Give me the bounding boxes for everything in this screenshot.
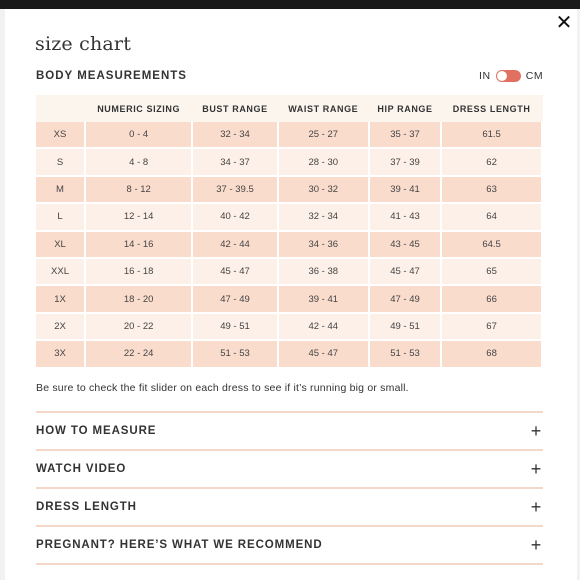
modal-title: size chart [35, 33, 132, 55]
hip-range-cell: 35 - 37 [370, 122, 442, 149]
size-cell: 2X [36, 314, 86, 341]
body-measurements-heading: BODY MEASUREMENTS [36, 70, 187, 82]
top-bar [0, 0, 580, 9]
size-table [36, 95, 543, 369]
close-icon[interactable]: ✕ [555, 12, 573, 34]
waist-range-cell: 39 - 41 [279, 286, 370, 313]
accordion-watch-video[interactable] [36, 449, 543, 487]
bust-range-cell: 40 - 42 [193, 204, 278, 231]
waist-range-cell: 36 - 38 [279, 259, 370, 286]
hip-range-cell: 43 - 45 [370, 232, 442, 259]
dress-length-cell: 65 [442, 259, 543, 286]
bust-range-cell: 32 - 34 [193, 122, 278, 149]
numeric-sizing-cell: 4 - 8 [86, 149, 193, 176]
size-cell: 1X [36, 286, 86, 313]
hip-range-cell: 37 - 39 [370, 149, 442, 176]
table-row [36, 177, 543, 204]
hip-range-cell: 49 - 51 [370, 314, 442, 341]
bust-range-cell: 42 - 44 [193, 232, 278, 259]
table-row [36, 122, 543, 149]
waist-range-cell: 32 - 34 [279, 204, 370, 231]
unit-toggle [479, 69, 543, 83]
size-cell: XL [36, 232, 86, 259]
dress-length-cell: 68 [442, 341, 543, 368]
table-header-row [36, 95, 543, 122]
dress-length-cell: 63 [442, 177, 543, 204]
table-row [36, 341, 543, 368]
numeric-sizing-cell: 8 - 12 [86, 177, 193, 204]
accordion-label: WATCH VIDEO [36, 463, 127, 475]
hip-range-cell: 45 - 47 [370, 259, 442, 286]
bust-range-cell: 47 - 49 [193, 286, 278, 313]
plus-icon[interactable]: + [530, 421, 542, 441]
dress-length-cell: 62 [442, 149, 543, 176]
accordion-pregnant[interactable] [36, 525, 543, 563]
accordion-how-to-measure[interactable] [36, 411, 543, 449]
bust-range-cell: 34 - 37 [193, 149, 278, 176]
waist-range-cell: 45 - 47 [279, 341, 370, 368]
numeric-sizing-cell: 18 - 20 [86, 286, 193, 313]
table-row [36, 259, 543, 286]
dress-length-cell: 64 [442, 204, 543, 231]
bust-range-cell: 49 - 51 [193, 314, 278, 341]
header-numeric-sizing: NUMERIC SIZING [86, 95, 193, 122]
numeric-sizing-cell: 0 - 4 [86, 122, 193, 149]
accordion-label: PREGNANT? HERE’S WHAT WE RECOMMEND [36, 539, 323, 551]
plus-icon[interactable]: + [530, 535, 542, 555]
numeric-sizing-cell: 16 - 18 [86, 259, 193, 286]
numeric-sizing-cell: 12 - 14 [86, 204, 193, 231]
size-cell: XS [36, 122, 86, 149]
size-cell: M [36, 177, 86, 204]
accordion-label: HOW TO MEASURE [36, 425, 157, 437]
accordion-dress-length[interactable] [36, 487, 543, 525]
size-cell: XXL [36, 259, 86, 286]
accordion [36, 411, 543, 565]
table-row [36, 204, 543, 231]
plus-icon[interactable]: + [530, 459, 542, 479]
waist-range-cell: 30 - 32 [279, 177, 370, 204]
header-hip-range: HIP RANGE [370, 95, 442, 122]
dress-length-cell: 64.5 [442, 232, 543, 259]
table-row [36, 149, 543, 176]
size-cell: 3X [36, 341, 86, 368]
waist-range-cell: 42 - 44 [279, 314, 370, 341]
table-row [36, 314, 543, 341]
unit-label-cm[interactable]: CM [525, 70, 544, 82]
waist-range-cell: 34 - 36 [279, 232, 370, 259]
dress-length-cell: 66 [442, 286, 543, 313]
hip-range-cell: 51 - 53 [370, 341, 442, 368]
bust-range-cell: 51 - 53 [193, 341, 278, 368]
numeric-sizing-cell: 14 - 16 [86, 232, 193, 259]
bust-range-cell: 45 - 47 [193, 259, 278, 286]
header-size [36, 95, 86, 122]
unit-label-in[interactable]: IN [479, 70, 491, 82]
left-edge [0, 9, 5, 580]
hip-range-cell: 39 - 41 [370, 177, 442, 204]
fit-slider-note: Be sure to check the fit slider on each dress to see if it’s running big or small. [36, 382, 409, 394]
dress-length-cell: 67 [442, 314, 543, 341]
unit-switch[interactable] [496, 70, 521, 82]
header-dress-length: DRESS LENGTH [442, 95, 543, 122]
switch-knob [497, 71, 507, 81]
hip-range-cell: 47 - 49 [370, 286, 442, 313]
hip-range-cell: 41 - 43 [370, 204, 442, 231]
table-row [36, 232, 543, 259]
waist-range-cell: 28 - 30 [279, 149, 370, 176]
table-row [36, 286, 543, 313]
accordion-divider [36, 563, 543, 565]
numeric-sizing-cell: 22 - 24 [86, 341, 193, 368]
accordion-label: DRESS LENGTH [36, 501, 137, 513]
bust-range-cell: 37 - 39.5 [193, 177, 278, 204]
numeric-sizing-cell: 20 - 22 [86, 314, 193, 341]
dress-length-cell: 61.5 [442, 122, 543, 149]
header-waist-range: WAIST RANGE [279, 95, 370, 122]
plus-icon[interactable]: + [530, 497, 542, 517]
size-cell: L [36, 204, 86, 231]
size-cell: S [36, 149, 86, 176]
header-bust-range: BUST RANGE [193, 95, 278, 122]
waist-range-cell: 25 - 27 [279, 122, 370, 149]
